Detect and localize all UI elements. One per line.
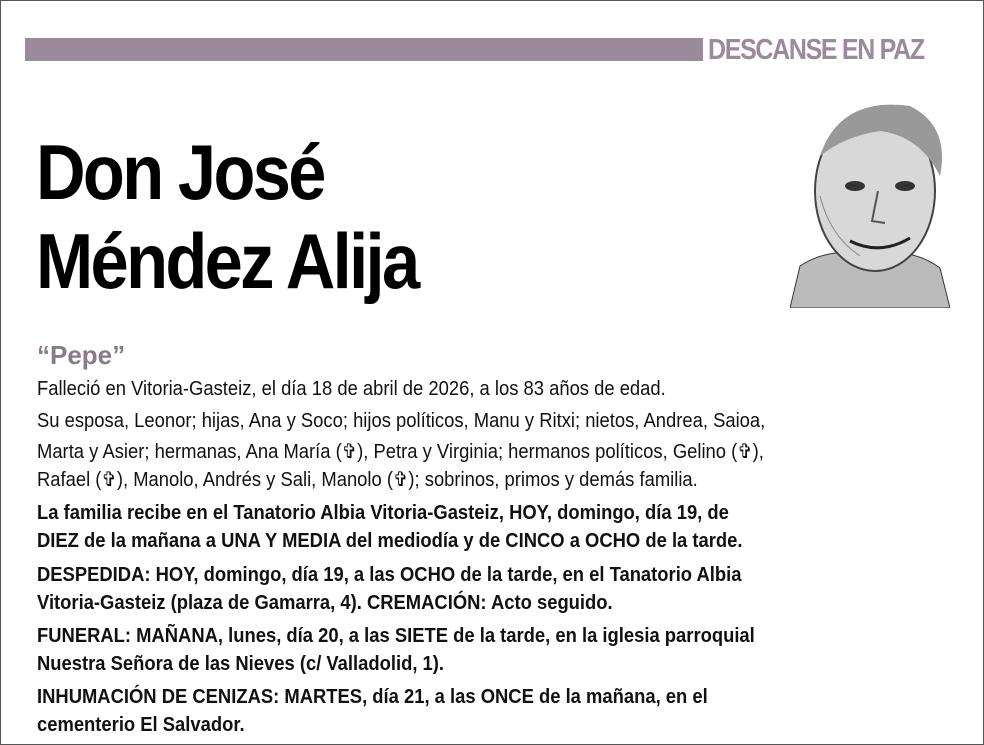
- funeral-line: Nuestra Señora de las Nieves (c/ Valladolid, 1).: [37, 653, 445, 675]
- family-line: Marta y Asier; hermanas, Ana María (✞), Petra y Virginia; hermanos políticos, Gelino (✞),: [37, 441, 764, 463]
- funeral-line: FUNERAL: MAÑANA, lunes, día 20, a las SIETE de la tarde, en la iglesia parroquial: [37, 625, 755, 647]
- farewell-line: Vitoria-Gasteiz (plaza de Gamarra, 4). CREMACIÓN: Acto seguido.: [37, 592, 613, 614]
- family-line: Su esposa, Leonor; hijas, Ana y Soco; hijos políticos, Manu y Ritxi; nietos, Andrea, Saioa,: [37, 410, 766, 432]
- family-line: Rafael (✞), Manolo, Andrés y Sali, Manolo (✞); sobrinos, primos y demás familia.: [37, 469, 698, 491]
- farewell-line: DESPEDIDA: HOY, domingo, día 19, a las OCHO de la tarde, en el Tanatorio Albia: [37, 564, 742, 586]
- burial-line: INHUMACIÓN DE CENIZAS: MARTES, día 21, a las ONCE de la mañana, en el: [37, 686, 708, 708]
- header-band: [25, 38, 703, 61]
- section-title: DESCANSE EN PAZ: [708, 34, 924, 66]
- deceased-name-line2: Méndez Alija: [36, 217, 418, 305]
- portrait-photo: [790, 96, 950, 308]
- deceased-name-line1: Don José: [36, 128, 324, 216]
- wake-line: DIEZ de la mañana a UNA Y MEDIA del mediodía y de CINCO a OCHO de la tarde.: [37, 530, 743, 552]
- burial-line: cementerio El Salvador.: [37, 714, 245, 736]
- death-notice: Falleció en Vitoria-Gasteiz, el día 18 de abril de 2026, a los 83 años de edad.: [37, 378, 666, 400]
- nickname: “Pepe”: [37, 340, 126, 370]
- wake-line: La familia recibe en el Tanatorio Albia Vitoria-Gasteiz, HOY, domingo, día 19, de: [37, 502, 729, 524]
